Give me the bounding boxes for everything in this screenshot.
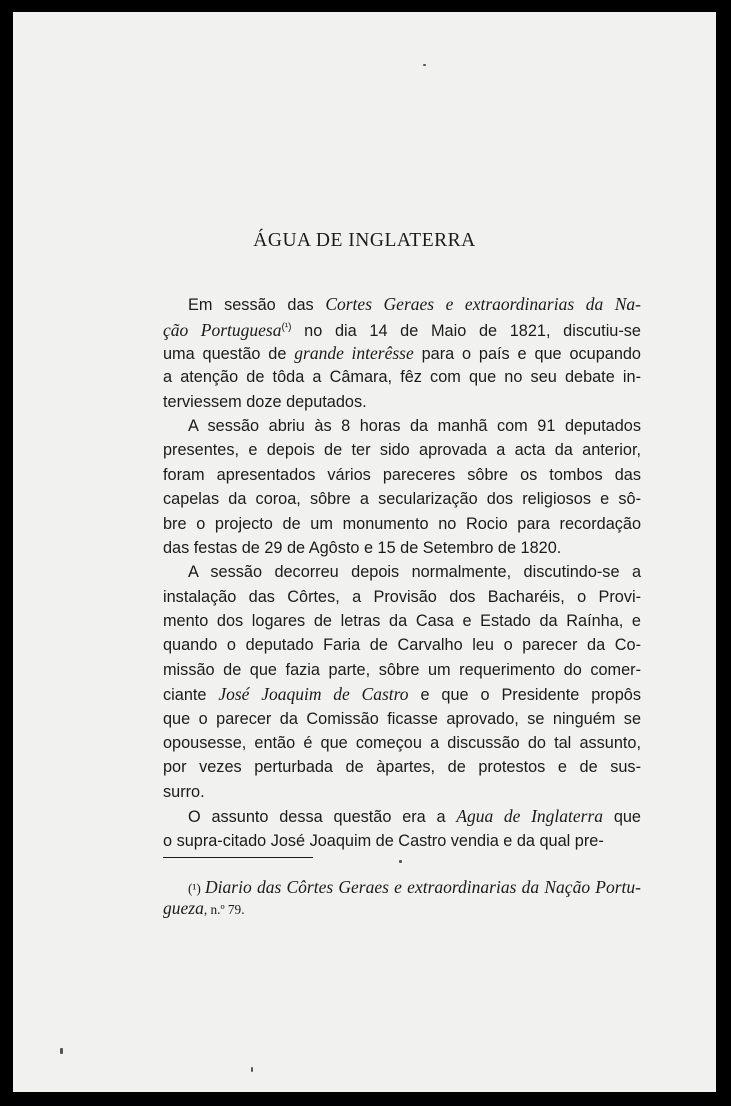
italic-text: Agua de Inglaterra — [456, 806, 604, 827]
text-segment: por vezes perturbada de àpartes, de protestos e de sus- — [163, 758, 641, 777]
text-segment: , n.º 79. — [203, 902, 245, 917]
text-line — [163, 609, 641, 633]
text-line — [163, 658, 641, 682]
text-line — [163, 780, 641, 804]
text-line — [163, 829, 641, 853]
footnote-reference[interactable]: (¹) — [281, 322, 292, 334]
paragraph — [163, 414, 641, 560]
body-text — [163, 292, 641, 853]
text-line — [163, 487, 641, 511]
text-line — [163, 585, 641, 609]
text-line — [163, 536, 641, 560]
footnote — [163, 877, 641, 919]
text-line — [163, 560, 641, 584]
text-segment: A sessão abriu às 8 horas da manhã com 91 deputados — [188, 416, 641, 435]
text-segment: mento dos logares de letras da Casa e Estado da Raínha, e — [163, 612, 641, 631]
text-segment: e que o Presidente propôs — [408, 686, 641, 705]
text-line — [163, 316, 641, 340]
text-line — [163, 341, 641, 365]
book-page — [13, 12, 716, 1092]
italic-text: grande interêsse — [294, 342, 414, 363]
text-segment: uma questão de — [163, 344, 295, 363]
page-speck — [399, 860, 402, 863]
text-line — [163, 804, 641, 828]
text-line — [163, 633, 641, 657]
page-speck — [251, 1067, 253, 1072]
text-segment: (¹) — [188, 881, 206, 896]
text-line — [163, 755, 641, 779]
text-segment: a atenção de tôda a Câmara, fêz com que no seu debate in- — [163, 368, 641, 387]
text-line — [163, 292, 641, 316]
text-line — [163, 898, 641, 919]
page-speck — [423, 64, 426, 66]
italic-text: gueza — [163, 898, 204, 918]
paragraph — [163, 560, 641, 804]
italic-text: José Joaquim de Castro — [218, 684, 409, 705]
text-segment: instalação das Côrtes, a Provisão dos Bacharéis, o Provi- — [163, 587, 641, 606]
text-segment: quando o deputado Faria de Carvalho leu o parecer da Co- — [163, 636, 641, 655]
text-line — [163, 731, 641, 755]
text-segment: que — [603, 808, 641, 827]
text-segment: que o parecer da Comissão ficasse aprovado, se ninguém se — [163, 709, 641, 728]
text-segment: O assunto dessa questão era a — [188, 808, 457, 827]
chapter-title: ÁGUA DE INGLATERRA — [253, 230, 476, 251]
text-line — [163, 512, 641, 536]
text-line — [163, 682, 641, 706]
text-line — [163, 365, 641, 389]
text-segment: para o país e que ocupando — [413, 344, 641, 363]
text-segment: no dia 14 de Maio de 1821, discutiu-se — [291, 322, 641, 341]
page-speck — [60, 1048, 63, 1054]
text-segment: A sessão decorreu depois normalmente, discutindo-se a — [188, 563, 641, 582]
text-segment: terviessem doze deputados. — [163, 392, 367, 411]
text-segment: o supra-citado José Joaquim de Castro vendia e da qual pre- — [163, 831, 604, 850]
text-line — [163, 390, 641, 414]
text-segment: das festas de 29 de Agôsto e 15 de Setembro de 1820. — [163, 538, 562, 557]
paragraph — [163, 804, 641, 853]
text-segment: bre o projecto de um monumento no Rocio para recordação — [163, 514, 641, 533]
text-segment: surro. — [163, 782, 205, 801]
text-segment: ciante — [163, 686, 219, 705]
text-segment: capelas da coroa, sôbre a secularização dos religiosos e sô- — [163, 490, 641, 509]
text-line — [163, 877, 641, 898]
text-line — [163, 438, 641, 462]
italic-text: Diario das Côrtes Geraes e extraordinarias da Nação Portu- — [205, 877, 641, 897]
paragraph — [163, 292, 641, 414]
text-segment: foram apresentados vários pareceres sôbre os tombos das — [163, 465, 641, 484]
text-segment: presentes, e depois de ter sido aprovada a acta da anterior, — [163, 441, 641, 460]
text-line — [163, 463, 641, 487]
italic-text: ção Portuguesa — [163, 320, 282, 341]
footnote-divider — [163, 857, 313, 858]
italic-text: Cortes Geraes e extraordinarias da Na- — [325, 294, 641, 314]
text-segment: Em sessão das — [188, 296, 326, 314]
text-segment: missão de que fazia parte, sôbre um requerimento do comer- — [163, 660, 641, 679]
text-segment: opousesse, então é que começou a discussão do tal assunto, — [163, 734, 641, 753]
text-line — [163, 707, 641, 731]
text-line — [163, 414, 641, 438]
